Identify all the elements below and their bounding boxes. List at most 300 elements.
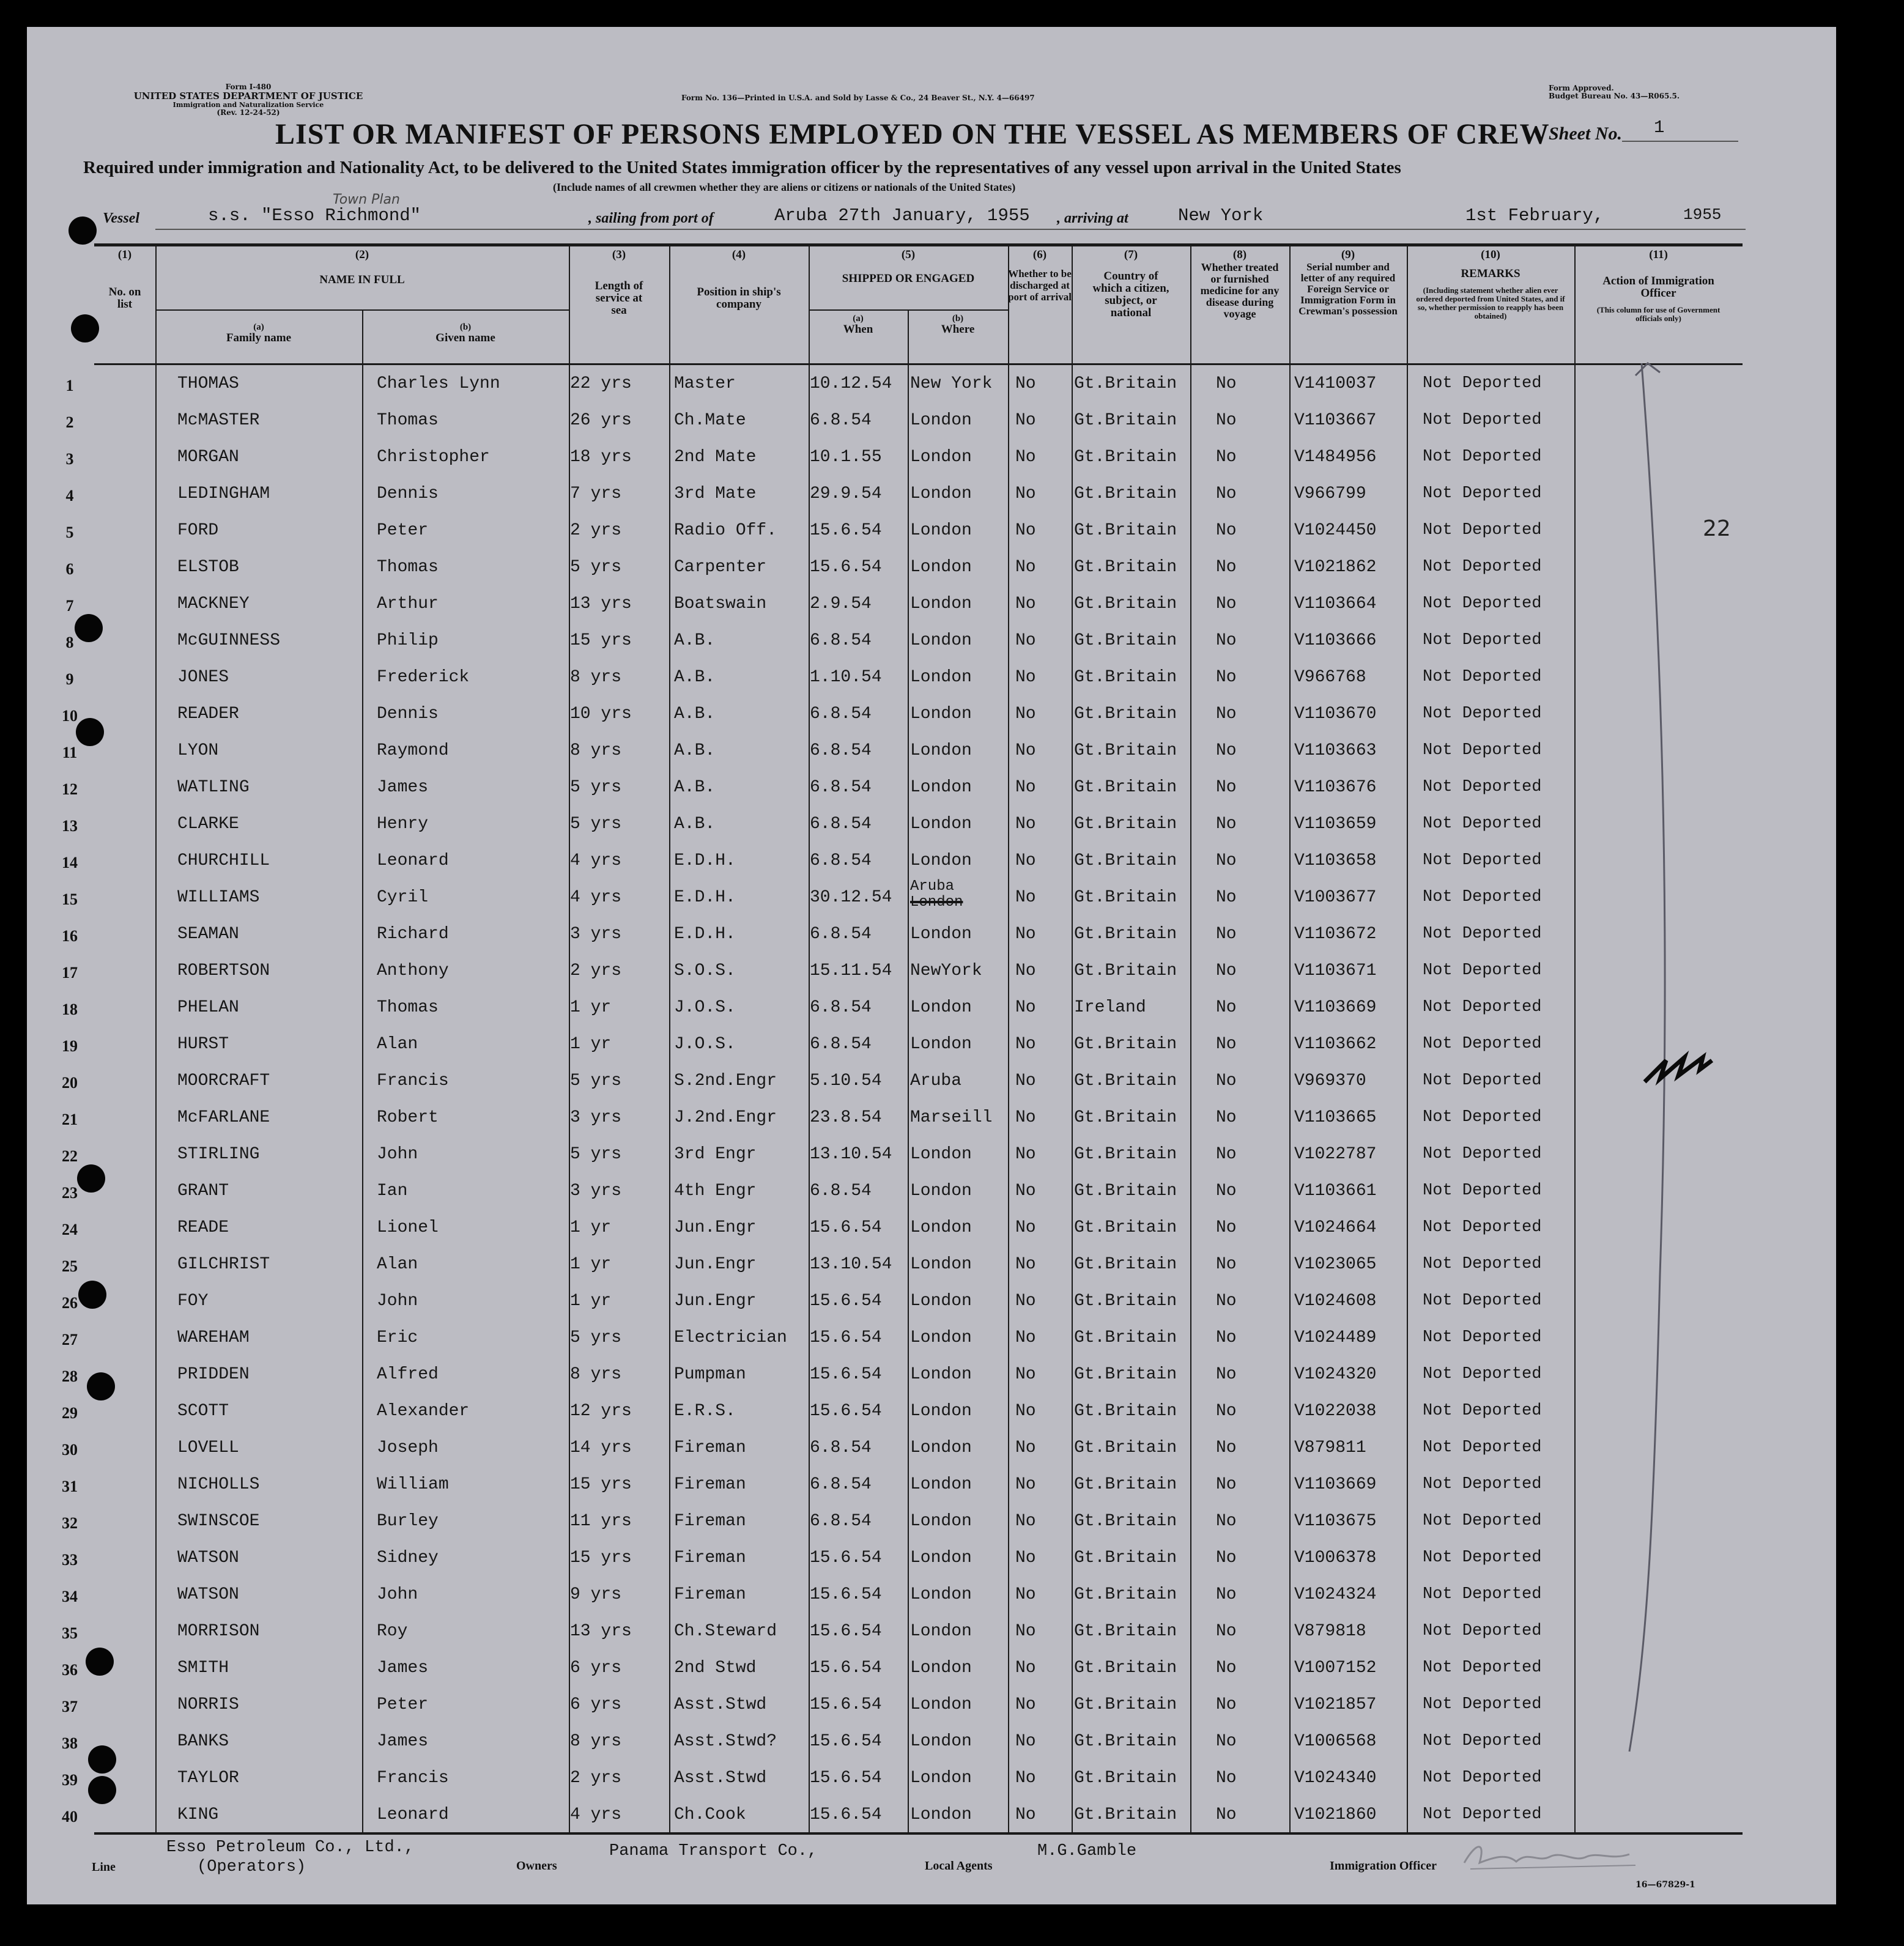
cell-family: THOMAS — [177, 374, 239, 393]
cell-position: Fireman — [674, 1475, 746, 1494]
cell-serial: V1024450 — [1294, 521, 1377, 540]
cell-given: Thomas — [377, 558, 439, 577]
cell-family: MOORCRAFT — [177, 1071, 270, 1090]
cell-when: 6.8.54 — [810, 1475, 872, 1494]
row-number: 15 — [62, 890, 78, 908]
cell-family: PHELAN — [177, 998, 239, 1017]
cell-discharged: No — [1015, 594, 1036, 613]
cell-serial: V1103665 — [1294, 1108, 1377, 1127]
cell-where: London — [910, 998, 972, 1017]
cell-serial: V1103663 — [1294, 741, 1377, 760]
cell-position: J.O.S. — [674, 998, 736, 1017]
cell-treated: No — [1216, 851, 1237, 870]
cell-service: 5 yrs — [570, 778, 622, 797]
cell-country: Gt.Britain — [1074, 1365, 1177, 1384]
cell-position: Radio Off. — [674, 521, 777, 540]
cell-remarks: Not Deported — [1423, 1585, 1542, 1604]
cell-discharged: No — [1015, 558, 1036, 577]
cell-remarks: Not Deported — [1423, 1475, 1542, 1493]
cell-service: 13 yrs — [570, 1622, 632, 1641]
cell-serial: V1021860 — [1294, 1805, 1377, 1824]
cell-given: Francis — [377, 1071, 449, 1090]
cell-treated: No — [1216, 1695, 1237, 1714]
cell-given: John — [377, 1585, 418, 1604]
cell-service: 4 yrs — [570, 851, 622, 870]
cell-discharged: No — [1015, 1732, 1036, 1751]
cell-service: 13 yrs — [570, 594, 632, 613]
cell-country: Gt.Britain — [1074, 1622, 1177, 1641]
row-number: 9 — [65, 670, 74, 688]
cell-serial: V1103672 — [1294, 925, 1377, 944]
table-row — [27, 1245, 1836, 1282]
from-port: Aruba 27th January, 1955 — [774, 205, 1030, 226]
officer-label: Immigration Officer — [1330, 1859, 1437, 1873]
cell-given: William — [377, 1475, 449, 1494]
cell-position: E.R.S. — [674, 1402, 736, 1421]
cell-remarks: Not Deported — [1423, 1292, 1542, 1310]
cell-family: NICHOLLS — [177, 1475, 260, 1494]
cell-country: Gt.Britain — [1074, 925, 1177, 944]
row-number: 21 — [62, 1111, 78, 1128]
cell-given: Burley — [377, 1512, 439, 1531]
cell-treated: No — [1216, 1585, 1237, 1604]
table-row — [27, 1429, 1836, 1465]
table-row — [27, 475, 1836, 511]
table-row — [27, 1172, 1836, 1208]
table-row — [27, 1649, 1836, 1685]
cell-discharged: No — [1015, 1475, 1036, 1494]
row-number: 11 — [62, 744, 78, 761]
cell-family: PRIDDEN — [177, 1365, 250, 1384]
cell-service: 26 yrs — [570, 411, 632, 430]
punch-hole — [69, 216, 97, 245]
cell-when: 2.9.54 — [810, 594, 872, 613]
cell-family: GRANT — [177, 1182, 229, 1201]
cell-country: Gt.Britain — [1074, 1035, 1177, 1054]
cell-when: 6.8.54 — [810, 998, 872, 1017]
col-sub-label: When — [843, 323, 873, 336]
col-sub-number: (b) — [459, 322, 472, 332]
cell-when: 29.9.54 — [810, 484, 882, 503]
cell-discharged: No — [1015, 374, 1036, 393]
cell-position: Master — [674, 374, 736, 393]
cell-family: WATSON — [177, 1585, 239, 1604]
cell-given: James — [377, 1659, 429, 1678]
cell-serial: V1103675 — [1294, 1512, 1377, 1531]
cell-when: 13.10.54 — [810, 1145, 892, 1164]
cell-family: READE — [177, 1218, 229, 1237]
cell-remarks: Not Deported — [1423, 851, 1542, 870]
cell-position: S.2nd.Engr — [674, 1071, 777, 1090]
cell-discharged: No — [1015, 1145, 1036, 1164]
cell-treated: No — [1216, 1438, 1237, 1457]
header-col-treated — [1190, 248, 1289, 320]
cell-treated: No — [1216, 558, 1237, 577]
header-col-remarks — [1407, 248, 1574, 320]
cell-where: London — [910, 521, 972, 540]
vessel-label: Vessel — [103, 210, 139, 226]
cell-treated: No — [1216, 1218, 1237, 1237]
col-label: Whether treated or furnished medicine for any disease during voyage — [1200, 261, 1280, 320]
cell-discharged: No — [1015, 961, 1036, 980]
col-label: Whether to be discharged at port of arrival — [1008, 268, 1072, 303]
row-number: 12 — [62, 780, 78, 798]
cell-remarks: Not Deported — [1423, 1108, 1542, 1127]
cell-when: 6.8.54 — [810, 1438, 872, 1457]
row-number: 24 — [62, 1221, 78, 1238]
cell-treated: No — [1216, 1071, 1237, 1090]
row-number: 37 — [62, 1698, 78, 1715]
table-row — [27, 952, 1836, 988]
owners-value: Panama Transport Co., — [609, 1842, 818, 1860]
cell-service: 8 yrs — [570, 741, 622, 760]
cell-treated: No — [1216, 448, 1237, 467]
cell-service: 5 yrs — [570, 1145, 622, 1164]
cell-when: 30.12.54 — [810, 888, 892, 907]
cell-serial: V1022038 — [1294, 1402, 1377, 1421]
cell-where: London — [910, 484, 972, 503]
col-label: Action of Immigration Officer — [1602, 275, 1714, 300]
row-number: 33 — [62, 1551, 78, 1569]
header-col-no — [94, 248, 155, 311]
table-row — [27, 731, 1836, 768]
cell-where: London — [910, 815, 972, 834]
service-name: Immigration and Naturalization Service — [172, 101, 324, 109]
cell-family: SWINSCOE — [177, 1512, 260, 1531]
cell-when: 13.10.54 — [810, 1255, 892, 1274]
cell-when: 15.6.54 — [810, 1292, 882, 1311]
cell-discharged: No — [1015, 1402, 1036, 1421]
cell-when: 15.6.54 — [810, 1769, 882, 1788]
cell-discharged: No — [1015, 998, 1036, 1017]
header-col-position — [669, 248, 809, 311]
cell-given: Leonard — [377, 1805, 449, 1824]
cell-country: Gt.Britain — [1074, 1182, 1177, 1201]
cell-position: Fireman — [674, 1548, 746, 1567]
cell-when: 6.8.54 — [810, 851, 872, 870]
sheet-label: Sheet No. — [1549, 124, 1622, 144]
row-number: 13 — [62, 817, 78, 835]
table-row — [27, 1208, 1836, 1245]
cell-service: 1 yr — [570, 998, 612, 1017]
col-label: Length of service at sea — [595, 279, 643, 317]
cell-treated: No — [1216, 1145, 1237, 1164]
cell-serial: V969370 — [1294, 1071, 1366, 1090]
cell-remarks: Not Deported — [1423, 558, 1542, 576]
cell-service: 8 yrs — [570, 668, 622, 687]
agents-label: Local Agents — [925, 1859, 993, 1873]
cell-when: 15.6.54 — [810, 1805, 882, 1824]
header-col-discharged — [1008, 248, 1072, 303]
col-label: No. on list — [108, 286, 141, 311]
cell-family: SEAMAN — [177, 925, 239, 944]
col-label: SHIPPED OR ENGAGED — [842, 272, 975, 285]
cell-remarks: Not Deported — [1423, 411, 1542, 429]
cell-service: 3 yrs — [570, 1108, 622, 1127]
cell-country: Gt.Britain — [1074, 1585, 1177, 1604]
cell-remarks: Not Deported — [1423, 961, 1542, 980]
cell-country: Gt.Britain — [1074, 851, 1177, 870]
cell-when: 6.8.54 — [810, 631, 872, 650]
table-row — [27, 1025, 1836, 1062]
table-row — [27, 1612, 1836, 1649]
cell-serial: V1024489 — [1294, 1328, 1377, 1347]
cell-serial: V1103669 — [1294, 998, 1377, 1017]
cell-treated: No — [1216, 1659, 1237, 1678]
cell-remarks: Not Deported — [1423, 374, 1542, 393]
cell-where: London — [910, 668, 972, 687]
cell-treated: No — [1216, 1548, 1237, 1567]
table-row — [27, 585, 1836, 621]
row-number: 4 — [65, 487, 74, 505]
cell-treated: No — [1216, 1475, 1237, 1494]
cell-serial: V1021862 — [1294, 558, 1377, 577]
cell-given: Peter — [377, 1695, 429, 1714]
cell-given: Dennis — [377, 705, 439, 723]
cell-treated: No — [1216, 961, 1237, 980]
cell-given: Sidney — [377, 1548, 439, 1567]
cell-service: 2 yrs — [570, 521, 622, 540]
cell-discharged: No — [1015, 1108, 1036, 1127]
cell-position: A.B. — [674, 631, 716, 650]
punch-hole — [71, 314, 99, 342]
cell-service: 4 yrs — [570, 888, 622, 907]
cell-country: Gt.Britain — [1074, 1292, 1177, 1311]
cell-remarks: Not Deported — [1423, 1328, 1542, 1347]
cell-serial: V1024324 — [1294, 1585, 1377, 1604]
agents-value: M.G.Gamble — [1037, 1842, 1137, 1860]
table-row — [27, 1575, 1836, 1612]
table-top-rule — [94, 243, 1743, 246]
cell-where: London — [910, 1548, 972, 1567]
table-row — [27, 658, 1836, 695]
table-row — [27, 548, 1836, 585]
cell-discharged: No — [1015, 1585, 1036, 1604]
col-number: (7) — [1124, 248, 1138, 261]
cell-family: WILLIAMS — [177, 888, 260, 907]
cell-discharged: No — [1015, 1512, 1036, 1531]
cell-treated: No — [1216, 1365, 1237, 1384]
cell-where: London — [910, 705, 972, 723]
row-number: 32 — [62, 1514, 78, 1532]
cell-when: 6.8.54 — [810, 925, 872, 944]
table-row — [27, 364, 1836, 401]
cell-family: JONES — [177, 668, 229, 687]
printer-line: Form No. 136—Printed in U.S.A. and Sold by Lasse & Co., 24 Beaver St., N.Y. 4—66497 — [681, 94, 1035, 102]
cell-family: HURST — [177, 1035, 229, 1054]
cell-where: London — [910, 558, 972, 577]
table-row — [27, 878, 1836, 915]
budget-bureau-line: Budget Bureau No. 43—R065.5. — [1549, 92, 1680, 100]
table-row — [27, 1135, 1836, 1172]
cell-service: 7 yrs — [570, 484, 622, 503]
cell-country: Gt.Britain — [1074, 961, 1177, 980]
header-col-action — [1574, 248, 1743, 323]
cell-serial: V1024340 — [1294, 1769, 1377, 1788]
vessel-handwritten-note: Town Plan — [333, 192, 400, 207]
cell-remarks: Not Deported — [1423, 925, 1542, 943]
cell-country: Gt.Britain — [1074, 1145, 1177, 1164]
document-subtitle: Required under immigration and Nationality Act, to be delivered to the United States immigration officer by the representatives of any vessel upon arrival in the United States — [83, 158, 1401, 177]
cell-position: Boatswain — [674, 594, 767, 613]
cell-family: McGUINNESS — [177, 631, 281, 650]
col-sub-number: (a) — [853, 314, 864, 324]
cell-given: Roy — [377, 1622, 408, 1641]
line-value: Esso Petroleum Co., Ltd., — [166, 1838, 415, 1857]
cell-position: A.B. — [674, 741, 716, 760]
cell-where: London — [910, 1769, 972, 1788]
cell-service: 11 yrs — [570, 1512, 632, 1531]
cell-where: London — [910, 1255, 972, 1274]
col-sub-label: Where — [941, 323, 975, 336]
cell-discharged: No — [1015, 1365, 1036, 1384]
cell-where: London — [910, 1182, 972, 1201]
cell-treated: No — [1216, 815, 1237, 834]
cell-family: FOY — [177, 1292, 209, 1311]
cell-country: Gt.Britain — [1074, 778, 1177, 797]
cell-given: Henry — [377, 815, 429, 834]
cell-family: SCOTT — [177, 1402, 229, 1421]
cell-when: 5.10.54 — [810, 1071, 882, 1090]
table-row — [27, 988, 1836, 1025]
cell-where: London — [910, 1659, 972, 1678]
cell-where: New York — [910, 374, 993, 393]
table-row — [27, 805, 1836, 842]
header-col-shipped — [809, 248, 1008, 285]
table-row — [27, 1465, 1836, 1502]
cell-service: 3 yrs — [570, 925, 622, 944]
row-number: 20 — [62, 1074, 78, 1092]
cell-remarks: Not Deported — [1423, 1145, 1542, 1163]
row-number: 18 — [62, 1001, 78, 1018]
cell-given: James — [377, 778, 429, 797]
cell-service: 8 yrs — [570, 1365, 622, 1384]
cell-family: WAREHAM — [177, 1328, 250, 1347]
cell-serial: V1103669 — [1294, 1475, 1377, 1494]
cell-when: 10.12.54 — [810, 374, 892, 393]
row-number: 26 — [62, 1294, 78, 1312]
cell-where: London — [910, 448, 972, 467]
cell-serial: V1024608 — [1294, 1292, 1377, 1311]
cell-treated: No — [1216, 925, 1237, 944]
header-col-family — [155, 323, 362, 344]
cell-service: 5 yrs — [570, 1071, 622, 1090]
cell-remarks: Not Deported — [1423, 668, 1542, 686]
row-number: 5 — [65, 523, 74, 541]
form-number: Form I-480 — [225, 83, 272, 91]
cell-when: 6.8.54 — [810, 1035, 872, 1054]
cell-where: London — [910, 594, 972, 613]
cell-treated: No — [1216, 1805, 1237, 1824]
cell-service: 6 yrs — [570, 1695, 622, 1714]
cell-family: LEDINGHAM — [177, 484, 270, 503]
cell-when: 6.8.54 — [810, 705, 872, 723]
cell-country: Gt.Britain — [1074, 1402, 1177, 1421]
cell-family: LOVELL — [177, 1438, 239, 1457]
cell-serial: V879818 — [1294, 1622, 1366, 1641]
cell-serial: V1021857 — [1294, 1695, 1377, 1714]
cell-country: Gt.Britain — [1074, 631, 1177, 650]
cell-given: Alan — [377, 1035, 418, 1054]
cell-family: KING — [177, 1805, 219, 1824]
cell-service: 18 yrs — [570, 448, 632, 467]
cell-when: 15.6.54 — [810, 1732, 882, 1751]
arrival-year: 1955 — [1683, 205, 1722, 224]
col-note: (Including statement whether alien ever ordered deported from United States, and if so, whether permission to reapply has been obtained) — [1416, 286, 1565, 320]
cell-discharged: No — [1015, 1255, 1036, 1274]
cell-position: Jun.Engr — [674, 1218, 757, 1237]
document-title: LIST OR MANIFEST OF PERSONS EMPLOYED ON THE VESSEL AS MEMBERS OF CREW — [275, 118, 1550, 150]
cell-remarks: Not Deported — [1423, 594, 1542, 613]
cell-family: SMITH — [177, 1659, 229, 1678]
col-number: (3) — [612, 248, 626, 261]
cell-serial: V1006568 — [1294, 1732, 1377, 1751]
cell-service: 5 yrs — [570, 815, 622, 834]
vessel-underline — [155, 229, 1746, 230]
cell-remarks: Not Deported — [1423, 631, 1542, 649]
cell-country: Gt.Britain — [1074, 1218, 1177, 1237]
cell-service: 8 yrs — [570, 1732, 622, 1751]
cell-position: A.B. — [674, 705, 716, 723]
approval-line: Form Approved. — [1549, 84, 1614, 92]
cell-service: 15 yrs — [570, 1548, 632, 1567]
cell-serial: V966799 — [1294, 484, 1366, 503]
owners-label: Owners — [516, 1859, 557, 1873]
cell-country: Gt.Britain — [1074, 1255, 1177, 1274]
cell-service: 1 yr — [570, 1218, 612, 1237]
row-number: 2 — [65, 413, 74, 431]
cell-where: Marseill — [910, 1108, 993, 1127]
line-value-operators: (Operators) — [197, 1858, 306, 1876]
cell-country: Gt.Britain — [1074, 484, 1177, 503]
row-number: 34 — [62, 1588, 78, 1605]
cell-given: Alfred — [377, 1365, 439, 1384]
cell-given: Anthony — [377, 961, 449, 980]
cell-remarks: Not Deported — [1423, 741, 1542, 760]
cell-when: 15.6.54 — [810, 1695, 882, 1714]
cell-position: Ch.Cook — [674, 1805, 746, 1824]
cell-discharged: No — [1015, 1622, 1036, 1641]
revision-date: (Rev. 12-24-52) — [217, 108, 280, 117]
cell-service: 6 yrs — [570, 1659, 622, 1678]
cell-position: S.O.S. — [674, 961, 736, 980]
table-row — [27, 1759, 1836, 1796]
cell-serial: V1103658 — [1294, 851, 1377, 870]
cell-remarks: Not Deported — [1423, 1035, 1542, 1053]
table-row — [27, 1722, 1836, 1759]
cell-remarks: Not Deported — [1423, 1071, 1542, 1090]
cell-remarks: Not Deported — [1423, 888, 1542, 906]
cell-position: 3rd Engr — [674, 1145, 757, 1164]
cell-given: Joseph — [377, 1438, 439, 1457]
table-row — [27, 768, 1836, 805]
cell-when: 15.6.54 — [810, 558, 882, 577]
cell-serial: V1007152 — [1294, 1659, 1377, 1678]
cell-where: London — [910, 1622, 972, 1641]
cell-country: Gt.Britain — [1074, 1512, 1177, 1531]
cell-treated: No — [1216, 1035, 1237, 1054]
cell-treated: No — [1216, 888, 1237, 907]
cell-service: 5 yrs — [570, 1328, 622, 1347]
cell-where: London — [910, 1328, 972, 1347]
cell-country: Gt.Britain — [1074, 1695, 1177, 1714]
table-row — [27, 1796, 1836, 1832]
cell-position: J.O.S. — [674, 1035, 736, 1054]
cell-position: Ch.Steward — [674, 1622, 777, 1641]
cell-service: 1 yr — [570, 1035, 612, 1054]
cell-where: London — [910, 1292, 972, 1311]
cell-treated: No — [1216, 374, 1237, 393]
